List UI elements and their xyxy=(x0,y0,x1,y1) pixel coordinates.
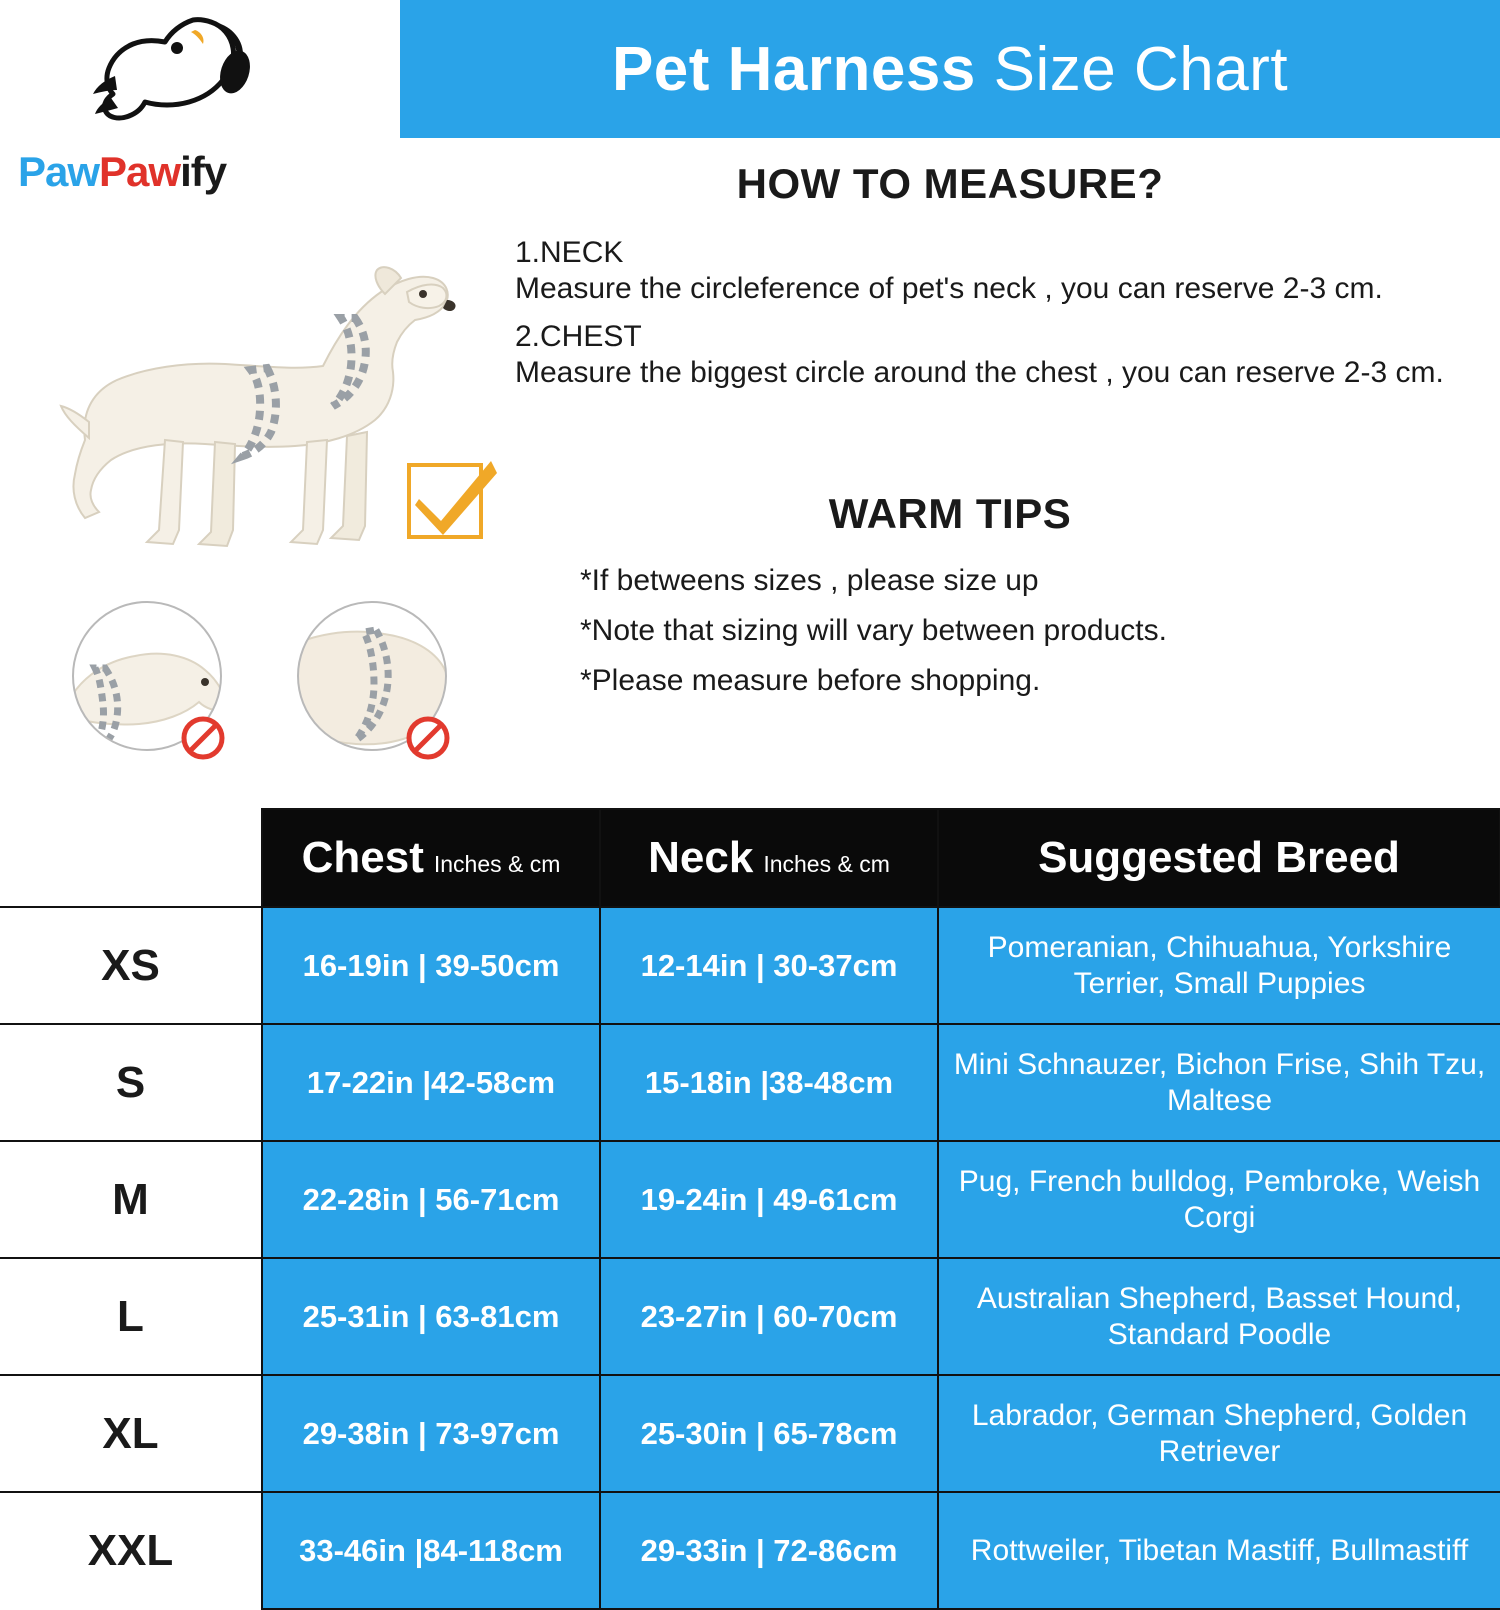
header-breed xyxy=(938,809,1500,907)
table-row xyxy=(0,1258,1500,1375)
brand-name xyxy=(18,148,226,196)
row-breed: Labrador, German Shepherd, Golden Retriever xyxy=(938,1375,1500,1492)
row-neck: 12-14in | 30-37cm xyxy=(600,907,938,1024)
row-breed: Pomeranian, Chihuahua, Yorkshire Terrier, Small Puppies xyxy=(938,907,1500,1024)
no-entry-icon xyxy=(409,719,447,757)
header-chest-label: Chest xyxy=(301,833,424,882)
brand-name-part1: Paw xyxy=(18,148,100,195)
warm-tips-title: WARM TIPS xyxy=(828,490,1072,537)
table-header-row xyxy=(0,809,1500,907)
row-breed: Rottweiler, Tibetan Mastiff, Bullmastiff xyxy=(938,1492,1500,1609)
table-row xyxy=(0,907,1500,1024)
warm-tips-section xyxy=(420,490,1480,714)
row-size: XL xyxy=(0,1375,262,1492)
header-neck xyxy=(600,809,938,907)
brand-logo xyxy=(10,8,390,208)
row-size: S xyxy=(0,1024,262,1141)
dog-neck-measure-wrong-icon xyxy=(55,590,245,770)
row-breed: Pug, French bulldog, Pembroke, Weish Corgi xyxy=(938,1141,1500,1258)
table-row xyxy=(0,1375,1500,1492)
measure-step-2-description: Measure the biggest circle around the chest , you can reserve 2-3 cm. xyxy=(515,356,1444,389)
row-neck: 25-30in | 65-78cm xyxy=(600,1375,938,1492)
header-chest-units: Inches & cm xyxy=(433,851,561,877)
header-breed-label: Suggested Breed xyxy=(1038,833,1400,882)
row-neck: 19-24in | 49-61cm xyxy=(600,1141,938,1258)
no-entry-icon xyxy=(184,719,222,757)
measure-step-2-label: 2.CHEST xyxy=(515,320,642,353)
how-to-measure-section xyxy=(420,160,1480,404)
header-size-blank xyxy=(0,809,262,907)
row-neck: 29-33in | 72-86cm xyxy=(600,1492,938,1609)
header-neck-label: Neck xyxy=(648,833,754,882)
row-size: M xyxy=(0,1141,262,1258)
measure-step-1-label: 1.NECK xyxy=(515,236,624,269)
row-chest: 17-22in |42-58cm xyxy=(262,1024,600,1141)
dog-head-icon xyxy=(85,14,285,134)
row-breed: Australian Shepherd, Basset Hound, Standard Poodle xyxy=(938,1258,1500,1375)
page-title xyxy=(612,34,1288,105)
warm-tip-item: *Please measure before shopping. xyxy=(580,664,1041,697)
size-chart-table xyxy=(0,808,1500,1610)
row-neck: 15-18in |38-48cm xyxy=(600,1024,938,1141)
how-to-measure-title: HOW TO MEASURE? xyxy=(736,160,1164,207)
row-chest: 33-46in |84-118cm xyxy=(262,1492,600,1609)
measure-step-1-description: Measure the circleference of pet's neck , you can reserve 2-3 cm. xyxy=(515,272,1383,305)
row-size: XS xyxy=(0,907,262,1024)
table-row xyxy=(0,1141,1500,1258)
row-chest: 16-19in | 39-50cm xyxy=(262,907,600,1024)
page-title-light: Size Chart xyxy=(975,34,1289,104)
header-chest xyxy=(262,809,600,907)
brand-name-part3: ify xyxy=(180,148,227,195)
page-title-bold: Pet Harness xyxy=(611,34,976,104)
header-banner xyxy=(400,0,1500,138)
header-neck-units: Inches & cm xyxy=(763,851,890,877)
row-chest: 29-38in | 73-97cm xyxy=(262,1375,600,1492)
table-row xyxy=(0,1024,1500,1141)
row-size: L xyxy=(0,1258,262,1375)
row-chest: 25-31in | 63-81cm xyxy=(262,1258,600,1375)
row-chest: 22-28in | 56-71cm xyxy=(262,1141,600,1258)
row-neck: 23-27in | 60-70cm xyxy=(600,1258,938,1375)
warm-tip-item: *If betweens sizes , please size up xyxy=(580,564,1039,597)
warm-tip-item: *Note that sizing will vary between products. xyxy=(580,614,1167,647)
row-size: XXL xyxy=(0,1492,262,1609)
row-breed: Mini Schnauzer, Bichon Frise, Shih Tzu, Maltese xyxy=(938,1024,1500,1141)
warm-tips-list xyxy=(420,564,1480,698)
table-row xyxy=(0,1492,1500,1609)
how-to-measure-body xyxy=(420,236,1480,390)
brand-name-part2: Paw xyxy=(99,148,181,195)
